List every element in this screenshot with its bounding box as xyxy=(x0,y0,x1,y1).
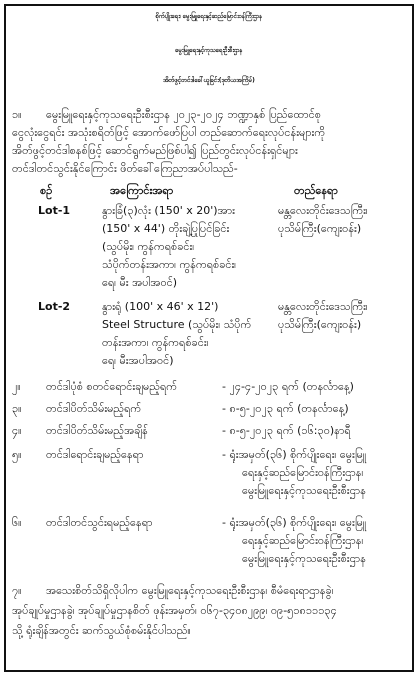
lot-location-line: မန္တလေးတိုင်းဒေသကြီး၊ xyxy=(278,300,368,313)
intro-line: တင်ဒါတင်သွင်းနိုင်ကြောင်း ဖိတ်ခေါ်ကြေညာအပ်ပါသည်- xyxy=(12,162,238,175)
lot-desc-line: တန်းအကာ၊ ကွန်ကရစ်ခင်း၊ xyxy=(102,336,209,349)
item-value: - ရုံးအမှတ်(၃၆) စိုက်ပျိုးရေး၊ မွေးမြူ xyxy=(222,448,367,461)
item-number: ၅။ xyxy=(12,448,22,461)
item-value: - ရုံးအမှတ်(၃၆) စိုက်ပျိုးရေး၊ မွေးမြူ xyxy=(222,516,367,529)
item-value: ရေးနှင့်ဆည်မြောင်းဝန်ကြီးဌာန၊ xyxy=(242,466,364,479)
item-value: - ၈-၅-၂၀၂၃ ရက် (တနင်္လာနေ့) xyxy=(222,402,349,415)
intro-line: ငွေလုံးငွေရင်း အသုံးစရိတ်ဖြင့် အောက်ဖော်ပြပါ တည်ဆောက်ရေးလုပ်ငန်းများကို xyxy=(12,126,326,139)
item-label: တင်ဒါပိတ်သိမ်းမည့်ရက် xyxy=(46,402,142,415)
lot-desc-line: သံပိုက်တန်းအကာ၊ ကွန်ကရစ်ခင်း၊ xyxy=(102,258,237,271)
department-title: မွေးမြူရေးနှင့်ကုသရေးဦးစီးဌာန xyxy=(175,47,243,54)
col-header-desc: အကြောင်းအရာ xyxy=(110,184,174,197)
lot-desc-line: ရေ၊ မီးအပါအဝင်) xyxy=(102,354,174,367)
lot-desc-line: (150' x 44') တိုးချဲ့ပြုပြင်ခြင်း xyxy=(102,222,230,235)
item-value: မွေးမြူရေးနှင့်ကုသရေးဦးစီးဌာန xyxy=(242,484,366,497)
tender-title: အိတ်ဖွင့်တင်ဒါခေါ်ယူခြင်း(ဒုတိယအကြိမ်) xyxy=(163,77,255,84)
intro-number: ၁။ xyxy=(12,108,22,121)
footer-number: ၇။ xyxy=(12,584,22,597)
lot-desc-line: နွားခြံ(၃)လုံး (150' x 20')အား xyxy=(102,204,235,217)
item-value: မွေးမြူရေးနှင့်ကုသရေးဦးစီးဌာန xyxy=(242,552,366,565)
item-number: ၂။ xyxy=(12,380,21,393)
item-label: တင်ဒါတင်သွင်းရမည့်နေရာ xyxy=(46,516,153,529)
item-value: - ၈-၅-၂၀၂၃ ရက် (၁၆:၃၀)နာရီ xyxy=(222,424,351,437)
item-number: ၄။ xyxy=(12,424,22,437)
intro-line: အိတ်ဖွင့်တင်ဒါစနစ်ဖြင့် ဆောင်ရွက်မည်ဖြစ်ပါ၍ ပြည်တွင်းလုပ်ငန်းရှင်များ xyxy=(12,144,298,157)
lot-label: Lot-1 xyxy=(38,204,71,217)
item-value: ရေးနှင့်ဆည်မြောင်းဝန်ကြီးဌာန၊ xyxy=(242,534,364,547)
lot-desc-line: (သွပ်မိုး၊ ကွန်ကရစ်ခင်း၊ xyxy=(102,240,195,253)
lot-label: Lot-2 xyxy=(38,300,71,313)
lot-desc-line: နွားရုံ (100' x 46' x 12') xyxy=(102,300,219,313)
col-header-location: တည်နေရာ xyxy=(294,184,338,197)
lot-desc-line: Steel Structure (သွပ်မိုး၊ သံပိုက် xyxy=(102,318,252,331)
item-label: တင်ဒါရောင်းချမည့်နေရာ xyxy=(46,448,144,461)
ministry-title: စိုက်ပျိုးရေး၊ မွေးမြူရေးနှင့်ဆည်မြောင်းဝန်ကြီးဌာန xyxy=(155,13,263,20)
footer-line: အုပ်ချုပ်မှုဌာနခွဲ၊ အုပ်ချုပ်မှုဌာနစိတ် ဖုန်းအမှတ်၊ ၀၆၇-၃၄၀၈၂၉၉၊ ၀၉-၅၁၈၁၁၁၃၄ xyxy=(12,604,337,617)
lot-desc-line: ရေ၊ မီး အပါအဝင်) xyxy=(102,276,178,289)
lot-location-line: ပုသိမ်ကြီး(ကျေးဝန်း) xyxy=(278,318,362,331)
footer-line: အသေးစိတ်သိရှိလိုပါက မွေးမြူရေးနှင့်ကုသရေးဦးစီးဌာန၊ စီမံရေးရာဌာနခွဲ၊ xyxy=(46,584,334,597)
intro-line: မွေးမြူရေးနှင့်ကုသရေးဦးစီးဌာန ၂၀၂၃-၂၀၂၄ ဘဏ္ဍာနှစ် ပြည်ထောင်စု xyxy=(46,108,321,121)
item-number: ၃။ xyxy=(12,402,22,415)
item-number: ၆။ xyxy=(12,516,22,529)
item-value: - ၂၄-၄-၂၀၂၃ ရက် (တနင်္လာနေ့) xyxy=(222,380,354,393)
item-label: တင်ဒါပိတ်သိမ်းမည့်အချိန် xyxy=(46,424,148,437)
lot-location-line: မန္တလေးတိုင်းဒေသကြီး၊ xyxy=(278,204,368,217)
footer-line: သို့ ရုံးချိန်အတွင်း ဆက်သွယ်စုံစမ်းနိုင်ပါသည်။ xyxy=(12,624,191,637)
lot-location-line: ပုသိမ်ကြီး(ကျေးဝန်း) xyxy=(278,222,362,235)
item-label: တင်ဒါပုံစံ စတင်ရောင်းချမည့်ရက် xyxy=(46,380,178,393)
notice-frame xyxy=(4,4,414,672)
col-header-no: စဉ် xyxy=(40,184,53,197)
